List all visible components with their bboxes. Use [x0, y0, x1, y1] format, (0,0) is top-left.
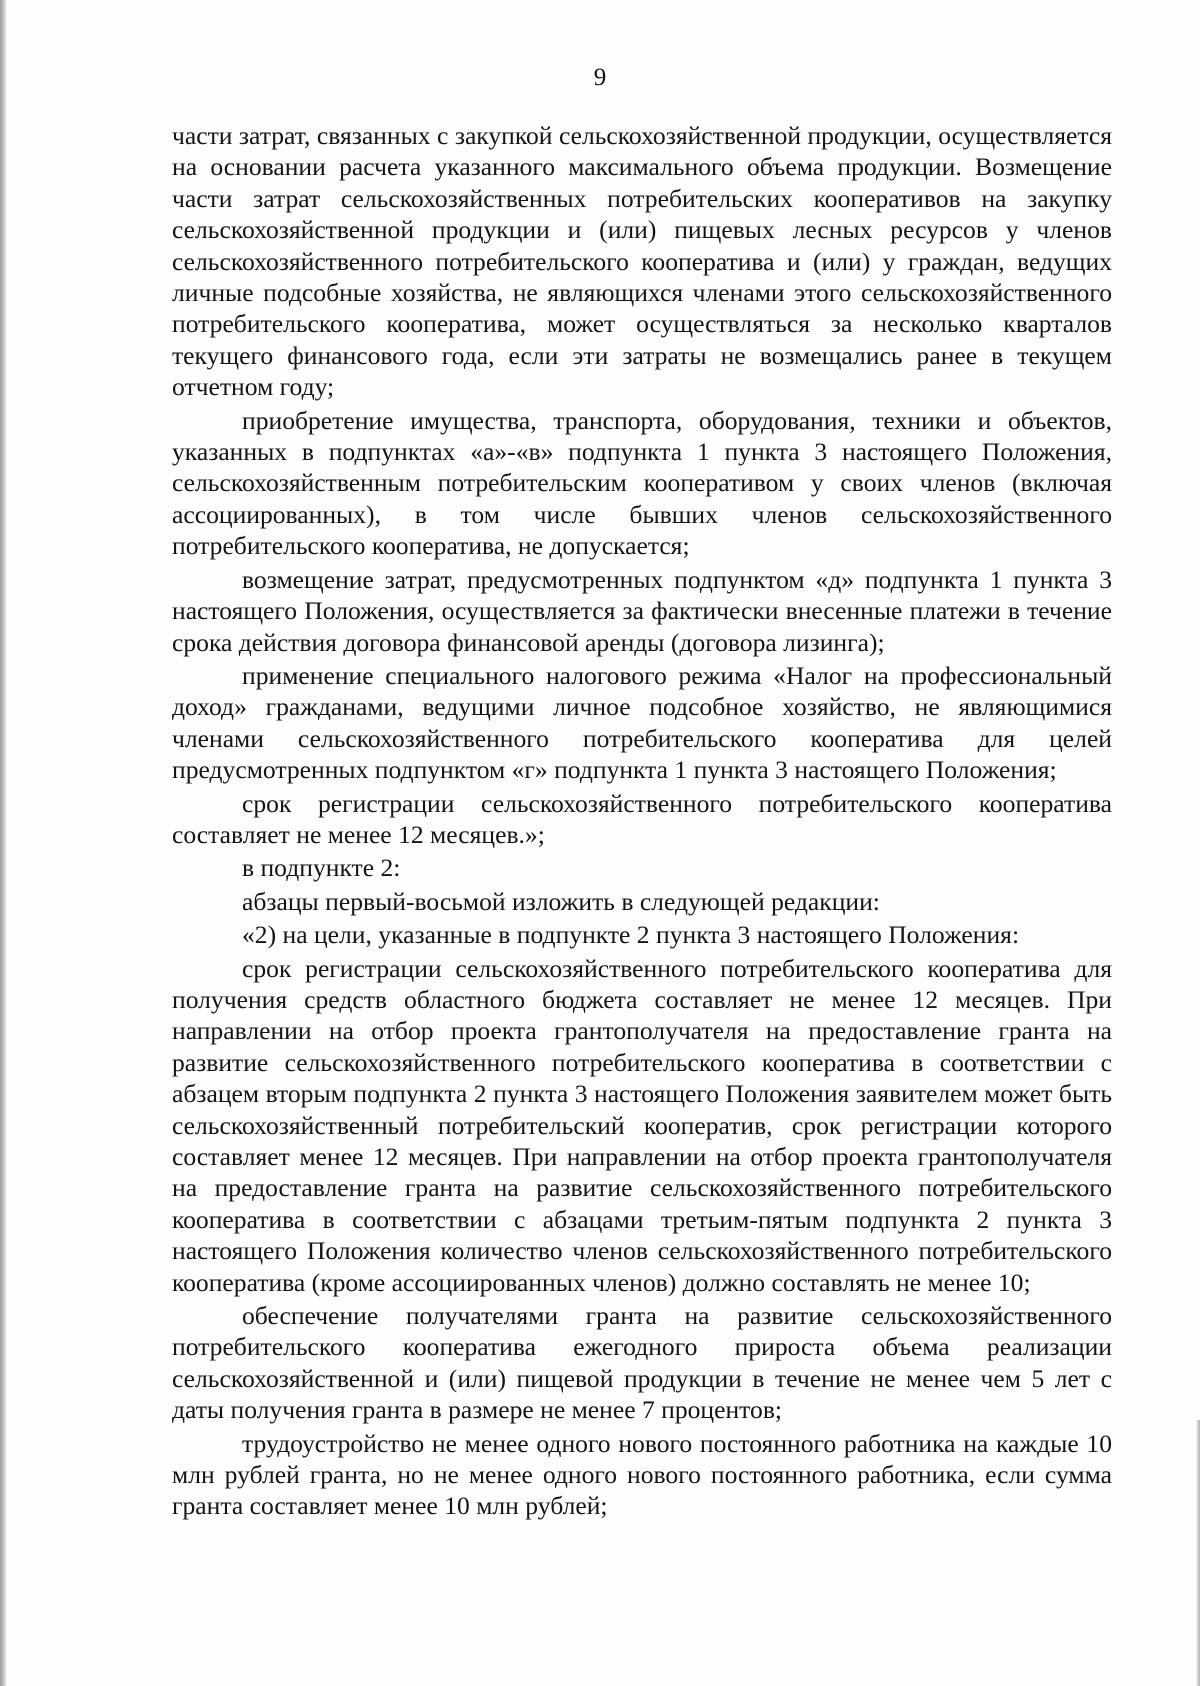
document-body [172, 120, 1112, 1524]
paragraph-registration-term: срок регистрации сельскохозяйственного потребительского кооператива составляет не менее 12 месяцев.»; [172, 788, 1112, 849]
paragraph-employment: трудоустройство не менее одного нового постоянного работника на каждые 10 млн рублей гранта, но не менее одного нового постоянного работника, если сумма гранта составляет менее 10 млн рублей; [172, 1428, 1112, 1521]
paragraph-property-acquisition: приобретение имущества, транспорта, оборудования, техники и объектов, указанных в подпунктах «а»-«в» подпункта 1 пункта 3 настоящего Положения, сельскохозяйственным потребительским кооперативом у своих членов (включая ассоциированных), в том числе бывших членов сельскохозяйственного потребительского кооператива, не допускается; [172, 405, 1112, 561]
scan-edge-shadow-right [1196, 1420, 1200, 1686]
paragraph-sales-growth: обеспечение получателями гранта на развитие сельскохозяйственного потребительского кооператива ежегодного прироста объема реализации сельскохозяйственной и (или) пищевой продукции в течение не менее чем 5 лет с даты получения гранта в размере не менее 7 процентов; [172, 1301, 1112, 1425]
paragraph-amend-instruction: абзацы первый-восьмой изложить в следующей редакции: [242, 886, 880, 916]
scan-edge-shadow [0, 0, 6, 1686]
paragraph-grant-registration: срок регистрации сельскохозяйственного потребительского кооператива для получения средств областного бюджета составляет не менее 12 месяцев. При направлении на отбор проекта грантополучателя на предоставление гранта на развитие сельскохозяйственного потребительского кооператива в соответствии с абзацем вторым подпункта 2 пункта 3 настоящего Положения заявителем может быть сельскохозяйственный потребительский кооператив, срок регистрации которого составляет менее 12 месяцев. При направлении на отбор проекта грантополучателя на предоставление гранта на развитие сельскохозяйственного потребительского кооператива в соответствии с абзацами третьим-пятым подпункта 2 пункта 3 настоящего Положения количество членов сельскохозяйственного потребительского кооператива (кроме ассоциированных членов) должно составлять не менее 10; [172, 953, 1112, 1297]
paragraph-purposes-heading: «2) на цели, указанные в подпункте 2 пункта 3 настоящего Положения: [242, 920, 1020, 950]
paragraph-continuation: части затрат, связанных с закупкой сельскохозяйственной продукции, осуществляется на основании расчета указанного максимального объема продукции. Возмещение части затрат сельскохозяйственных потребительских кооперативов на закупку сельскохозяйственной продукции и (или) пищевых лесных ресурсов у членов сельскохозяйственного потребительского кооператива и (или) у граждан, ведущих личные подсобные хозяйства, не являющихся членами этого сельскохозяйственного потребительского кооператива, может осуществляться за несколько кварталов текущего финансового года, если эти затраты не возмещались ранее в текущем отчетном году; [172, 121, 1112, 402]
paragraph-subclause-2: в подпункте 2: [242, 853, 401, 883]
page-number: 9 [593, 64, 607, 91]
paragraph-tax-regime: применение специального налогового режима «Налог на профессиональный доход» гражданами, ведущими личное подсобное хозяйство, не являющимися членами сельскохозяйственного потребительского кооператива для целей предусмотренных подпунктом «г» подпункта 1 пункта 3 настоящего Положения; [172, 660, 1112, 785]
paragraph-leasing-costs: возмещение затрат, предусмотренных подпунктом «д» подпункта 1 пункта 3 настоящего Положения, осуществляется за фактически внесенные платежи в течение срока действия договора финансовой аренды (договора лизинга); [172, 564, 1112, 657]
